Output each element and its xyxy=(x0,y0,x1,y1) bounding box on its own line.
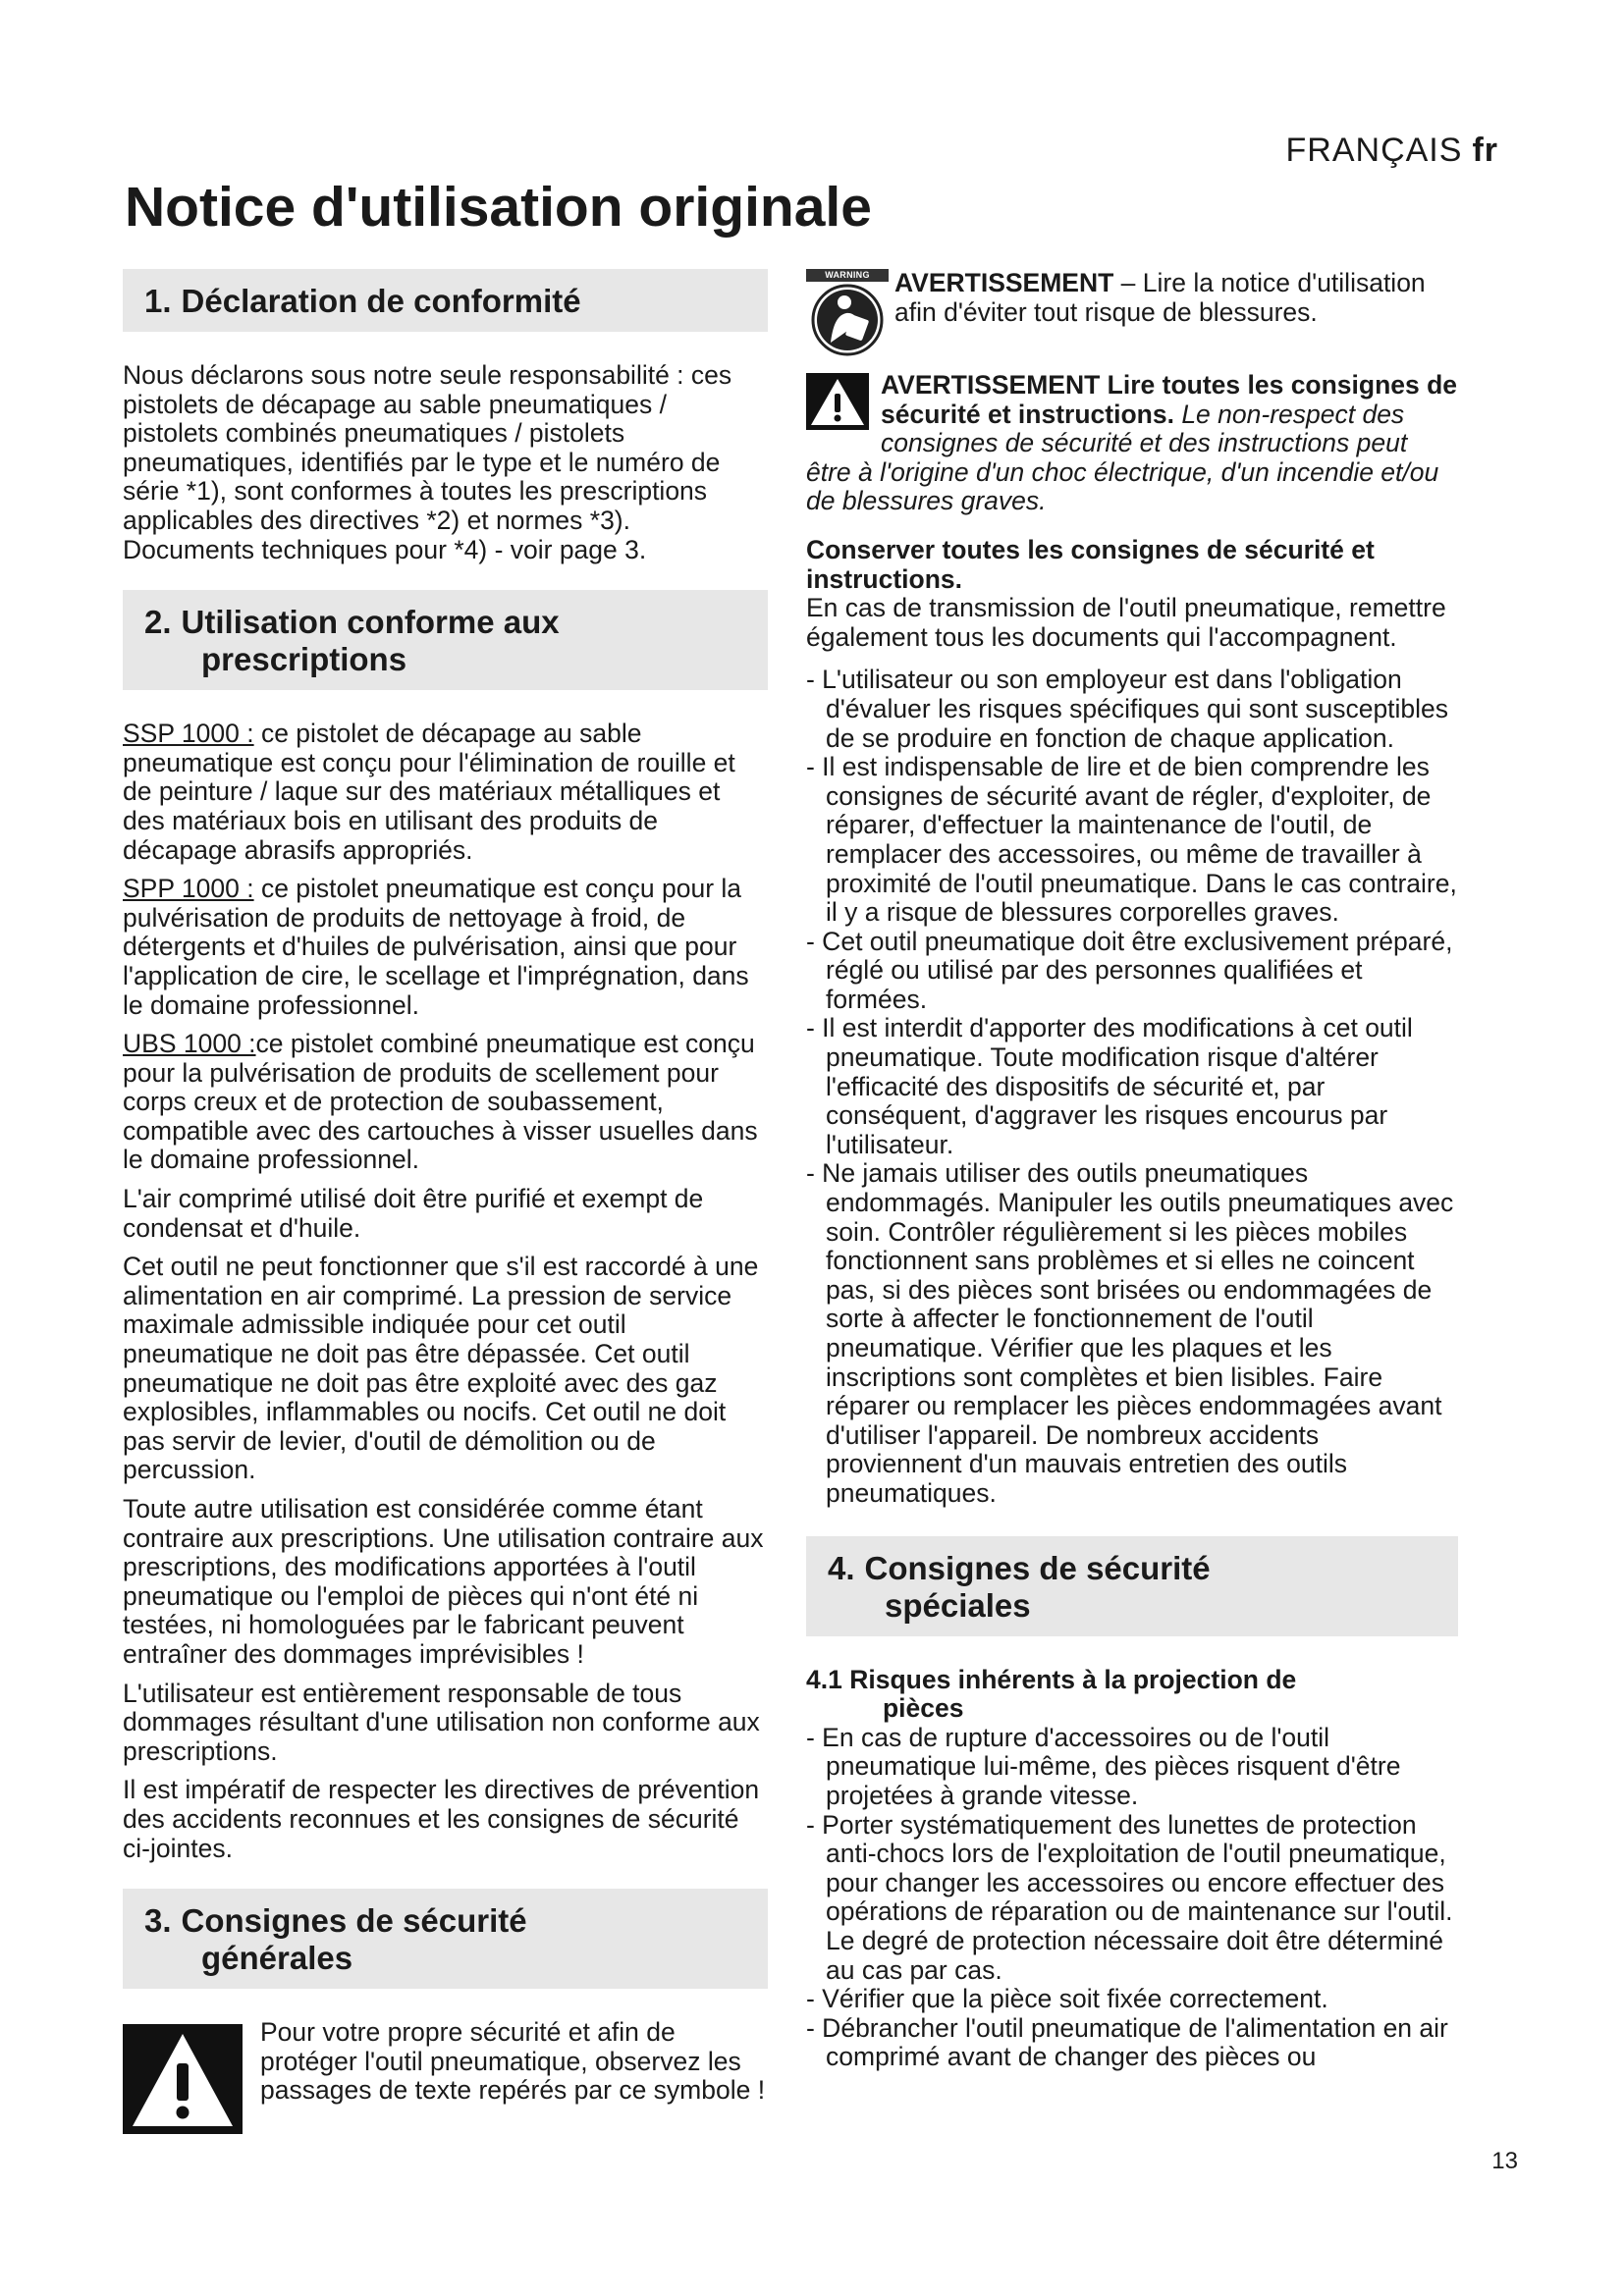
warning-triangle-icon xyxy=(806,373,869,430)
list-item: - Cet outil pneumatique doit être exclusivement préparé, réglé ou utilisé par des personnes qualifiées et formées. xyxy=(806,926,1453,1014)
language-indicator xyxy=(1286,132,1498,170)
right-column xyxy=(806,269,1458,2100)
list-item: - Ne jamais utiliser des outils pneumatiques endommagés. Manipuler les outils pneumatiques avec soin. Contrôler régulièrement si les pièces mobiles fonctionnent sans problèmes et si elles ne coincent pas, si des pièces sont brisées ou endommagées de sorte à affecter le fonctionnement de l'outil pneumatique. Vérifier que les plaques et les inscriptions sont complètes et bien lisibles. Faire réparer ou remplacer les pièces endommagées avant d'utiliser l'appareil. De nombreux accidents proviennent d'un mauvais entretien des outils pneumatiques. xyxy=(806,1158,1454,1508)
read-manual-icons xyxy=(806,269,889,356)
general-warning-italic: Le non-respect des consignes de sécurité et des instructions peut être à l'origine d'un choc électrique, d'un incendie et/ou de blessures graves. xyxy=(806,399,1439,516)
section-number: 1. xyxy=(144,283,172,319)
list-item: - En cas de rupture d'accessoires ou de l'outil pneumatique lui-même, des pièces risquent d'être projetées à grande vitesse. xyxy=(806,1722,1401,1810)
keep-instructions-text: En cas de transmission de l'outil pneumatique, remettre également tous les documents qui l'accompagnent. xyxy=(806,593,1446,652)
section-heading-3 xyxy=(123,1889,768,1989)
list-item: - Vérifier que la pièce soit fixée correctement. xyxy=(806,1984,1328,2014)
misuse-paragraph: Toute autre utilisation est considérée comme étant contraire aux prescriptions. Une utilisation contraire aux prescriptions, des modifications apportées à l'outil pneumatique ou l'emploi de pièces qui n'ont été ni testées, ni homologuées par le fabricant peuvent entraîner des dommages imprévisibles ! xyxy=(123,1494,764,1669)
read-manual-icon xyxy=(811,284,884,356)
warning-tag: WARNING xyxy=(806,269,889,282)
ubs-text: ce pistolet combiné pneumatique est conçu pour la pulvérisation de produits de scellement pour corps creux et de protection de soubassement, compatible avec des cartouches à visser usuelles dans le domaine professionnel. xyxy=(123,1029,758,1175)
list-item: - Porter systématiquement des lunettes de protection anti-chocs lors de l'exploitation de l'outil pneumatique, pour changer les accessoires ou encore effectuer des opérations de réparation ou de maintenance sur l'outil. Le degré de protection nécessaire doit être déterminé au cas par cas. xyxy=(806,1809,1453,1985)
read-manual-text xyxy=(894,269,1458,327)
tool-paragraph: Cet outil ne peut fonctionner que s'il est raccordé à une alimentation en air comprimé. La pression de service maximale admissible indiquée pour cet outil pneumatique ne doit pas être dépassée. Cet outil pneumatique ne doit pas être exploité avec des gaz explosibles, inflammables ou nocifs. Cet outil ne doit pas servir de levier, d'outil de démolition ou de percussion. xyxy=(123,1252,759,1485)
general-warning-bold: AVERTISSEMENT Lire toutes les consignes de sécurité et instructions. xyxy=(881,370,1458,429)
list-item: - Il est indispensable de lire et de bien comprendre les consignes de sécurité avant de régler, d'exploiter, de réparer, d'effectuer la maintenance de l'outil, de remplacer des accessoires, ou même de travailler à proximité de l'outil pneumatique. Dans le cas contraire, il y a risque de blessures corporelles graves. xyxy=(806,752,1457,928)
safety-symbol-note xyxy=(123,2018,768,2134)
declaration-paragraph: Nous déclarons sous notre seule responsabilité : ces pistolets de décapage au sable pneumatiques / pistolets combinés pneumatiques / pistolets pneumatiques, identifiés par le type et le numéro de série *1), sont conformes à toutes les prescriptions applicables des directives *2) et normes *3). Documents techniques pour *4) - voir page 3. xyxy=(123,360,732,564)
list-item: - Débrancher l'outil pneumatique de l'alimentation en air comprimé avant de changer des pièces ou xyxy=(806,2012,1448,2072)
keep-instructions-bold: Conserver toutes les consignes de sécurité et instructions. xyxy=(806,534,1375,594)
section-title-line2: générales xyxy=(201,1940,353,1977)
spp-text: ce pistolet pneumatique est conçu pour la pulvérisation de produits de nettoyage à froid, de détergents et d'huiles de pulvérisation, ainsi que pour l'application de cire, le scellage et l'imprégnation, dans le domaine professionnel. xyxy=(123,874,749,1020)
ubs-label: UBS 1000 : xyxy=(123,1029,256,1059)
section-heading-2 xyxy=(123,590,768,690)
responsibility-paragraph: L'utilisateur est entièrement responsable de tous dommages résultant d'une utilisation non conforme aux prescriptions. xyxy=(123,1678,760,1766)
list-item: - L'utilisateur ou son employeur est dans l'obligation d'évaluer les risques spécifiques qui sont susceptibles de se produire en fonction de chaque application. xyxy=(806,665,1449,753)
section-title-line1: Consignes de sécurité xyxy=(864,1549,1211,1586)
page-title: Notice d'utilisation originale xyxy=(125,176,872,239)
subsection-title-line1: Risques inhérents à la projection de xyxy=(849,1664,1297,1694)
ssp-paragraph xyxy=(123,720,768,865)
projection-risk-list xyxy=(806,1724,1458,2072)
language-label: FRANÇAIS xyxy=(1285,132,1463,169)
read-manual-warning xyxy=(806,269,1458,355)
section-number: 4. xyxy=(828,1549,855,1586)
page-number: 13 xyxy=(1491,2148,1518,2174)
spp-paragraph xyxy=(123,875,768,1020)
section-title-line1: Consignes de sécurité xyxy=(181,1902,527,1940)
ssp-text: ce pistolet de décapage au sable pneumatique est conçu pour l'élimination de rouille et de peinture / laque sur des matériaux métalliques et des matériaux bois en utilisant des produits de décapage abrasifs appropriés. xyxy=(123,719,735,865)
section-title-line1: Utilisation conforme aux xyxy=(181,604,560,641)
subsection-number: 4.1 xyxy=(806,1664,842,1694)
section-number: 3. xyxy=(144,1902,172,1940)
general-safety-list xyxy=(806,666,1458,1508)
read-manual-detail: – Lire la notice d'utilisation afin d'éviter tout risque de blessures. xyxy=(894,268,1426,327)
subsection-heading-4-1 xyxy=(806,1666,1458,1724)
section-heading-4 xyxy=(806,1536,1458,1636)
section-title-line2: spéciales xyxy=(885,1586,1031,1624)
ubs-paragraph xyxy=(123,1030,768,1175)
general-warning-text xyxy=(806,371,1458,516)
general-warning xyxy=(806,371,1458,526)
section-heading-1 xyxy=(123,269,768,332)
language-code: fr xyxy=(1472,132,1498,169)
subsection-title-line2: pièces xyxy=(883,1693,964,1724)
air-paragraph: L'air comprimé utilisé doit être purifié et exempt de condensat et d'huile. xyxy=(123,1184,704,1243)
warning-triangle-icon xyxy=(123,2024,243,2134)
warning-label: AVERTISSEMENT xyxy=(894,268,1114,297)
left-column xyxy=(123,269,768,2134)
keep-instructions xyxy=(806,536,1458,652)
prevention-paragraph: Il est impératif de respecter les directives de prévention des accidents reconnues et les consignes de sécurité ci-jointes. xyxy=(123,1775,760,1863)
section-title: Déclaration de conformité xyxy=(181,283,581,319)
spp-label: SPP 1000 : xyxy=(123,874,254,904)
section-title-line2: prescriptions xyxy=(201,641,407,678)
section-number: 2. xyxy=(144,604,172,641)
list-item: - Il est interdit d'apporter des modifications à cet outil pneumatique. Toute modification risque d'altérer l'efficacité des dispositifs de sécurité et, par conséquent, d'aggraver les risques encourus par l'utilisateur. xyxy=(806,1013,1413,1159)
safety-note-text: Pour votre propre sécurité et afin de protéger l'outil pneumatique, observez les passages de texte repérés par ce symbole ! xyxy=(260,2017,766,2106)
ssp-label: SSP 1000 : xyxy=(123,719,254,749)
